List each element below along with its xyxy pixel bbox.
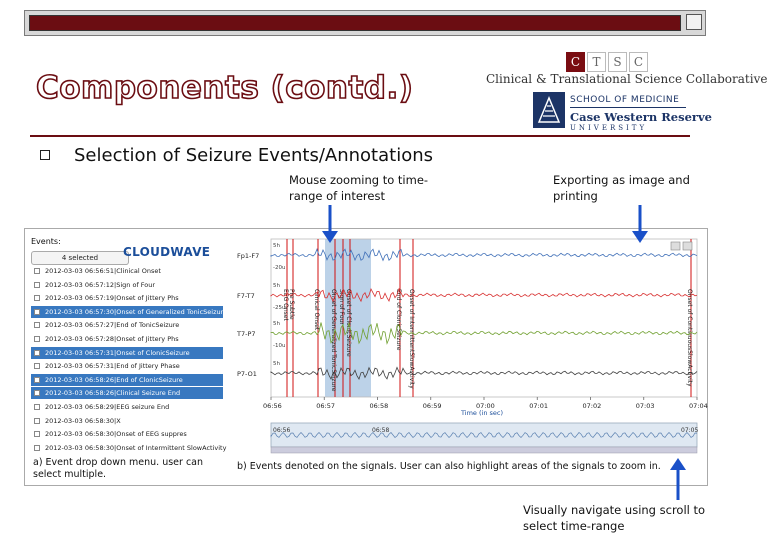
bullet-icon [40,150,50,160]
annotation-label: Clinical Onset [313,289,320,331]
logo-divider [570,107,686,108]
time-tick-label: 07:04 [689,402,708,410]
university-name: Case Western Reserve [570,110,712,124]
scale-label: -10u [273,343,286,349]
scale-label: 5h [273,321,280,327]
title-bar-box [686,14,702,30]
time-tick-label: 07:00 [476,402,495,410]
university-word: UNIVERSITY [570,124,648,132]
time-tick-label: 06:57 [316,402,335,410]
time-tick-label: 06:56 [263,402,282,410]
navigator-label: 06:56 [273,427,291,434]
events-label: Events: [31,237,61,246]
scroll-arrow-icon [668,456,688,501]
caption-a-line: select multiple. [33,469,107,480]
channel-label: T7-P7 [237,330,256,338]
title-rule [30,135,690,137]
event-label: 2012-03-03 06:57:31|Onset of ClonicSeizure [45,348,190,357]
slide-title: Components (contd.) [36,70,414,106]
export-note [553,172,690,204]
event-label: 2012-03-03 06:57:19|Onset of Jittery Phs [45,294,179,303]
event-label: 2012-03-03 06:57:30|Onset of Generalized TonicSeizure [45,307,228,316]
annotation-label: Onset of ContinuousSlowActivity [686,289,693,387]
annotation-label: Sign of Four [338,289,345,325]
zoom-note [289,172,428,204]
annotation-label: Onset of IntermittentSlowActivity [408,289,415,389]
event-label: 2012-03-03 06:58:29|EEG seizure End [45,403,170,411]
zoom-note-line: range of interest [289,189,385,203]
navigator-label: 07:05 [681,427,699,434]
ctsc-letter: T [587,52,606,72]
annotation-label: Pre Subtle [288,289,295,320]
caption-a-line: a) Event drop down menu. user can [33,457,204,468]
zoom-note-line: Mouse zooming to time- [289,173,429,187]
cloudwave-screenshot [24,228,708,486]
signal-plot[interactable] [25,229,707,485]
export-icon [683,242,692,250]
export-note-line: Exporting as image and [553,173,690,187]
university-seal-icon [533,92,565,128]
cloudwave-logo: CLOUDWAVE [123,245,211,259]
event-label: 2012-03-03 06:58:30|Onset of Intermittent SlowActivity [45,443,227,452]
event-label: 2012-03-03 06:57:27|End of TonicSeizure [45,321,180,330]
event-label: 2012-03-03 06:57:31|End of Jittery Phase [45,362,180,371]
channel-label: F7-T7 [237,292,255,300]
annotation-label: EEG Onset [282,289,289,321]
time-tick-label: 07:02 [582,402,602,410]
scale-label: 5h [273,243,280,249]
export-note-line: printing [553,189,598,203]
title-bar [24,10,706,36]
export-arrow-icon [630,205,650,245]
print-icon [671,242,680,250]
ctsc-letter: C [566,52,585,72]
event-label: 2012-03-03 06:57:28|Onset of Jittery Phs [45,335,179,343]
time-tick-label: 07:03 [635,402,655,410]
event-label: 2012-03-03 06:58:30|X [45,416,121,425]
title-bar-fill [29,15,681,31]
slide-subtitle: Selection of Seizure Events/Annotations [74,145,433,166]
zoom-arrow-icon [320,205,340,245]
scale-label: 5h [273,361,280,367]
channel-label: P7-O1 [237,370,257,378]
annotation-label: End of ClonicSeizure [395,289,402,351]
ctsc-logo [566,52,650,72]
navigator-label: 06:58 [372,427,390,434]
event-label: 2012-03-03 06:56:51|Clinical Onset [45,267,161,275]
scroll-note [523,502,705,534]
time-axis-label: Time (in sec) [461,409,503,417]
scrollbar [271,447,697,453]
ctsc-letter: S [608,52,627,72]
caption-b: b) Events denoted on the signals. User can also highlight areas of the signals to zoom in. [237,461,661,472]
scroll-note-line: select time-range [523,519,625,533]
caption-a [33,457,243,481]
scroll-note-line: Visually navigate using scroll to [523,503,706,517]
annotation-label: Onset of Generalized TonicSeizure [330,289,337,392]
annotation-label: Onset of ClonicSeizure [345,289,352,357]
time-tick-label: 06:58 [369,402,389,410]
events-dropdown[interactable]: 4 selected [31,251,129,265]
event-label: 2012-03-03 06:58:30|Onset of EEG suppres [45,430,187,439]
collaborative-name: Clinical & Translational Science Collaborative [486,72,767,86]
channel-label: Fp1-F7 [237,252,260,260]
event-label: 2012-03-03 06:57:12|Sign of Four [45,280,156,289]
event-label: 2012-03-03 06:58:26|End of ClonicSeizure [45,375,183,384]
scale-label: 5h [273,283,280,289]
scale-label: -20u [273,265,286,271]
event-label: 2012-03-03 06:58:26|Clinical Seizure End [45,389,181,398]
school-name: SCHOOL OF MEDICINE [570,95,680,105]
time-tick-label: 06:59 [422,402,442,410]
scale-label: -25u [273,305,286,311]
time-tick-label: 07:01 [529,402,548,410]
ctsc-letter: C [629,52,648,72]
